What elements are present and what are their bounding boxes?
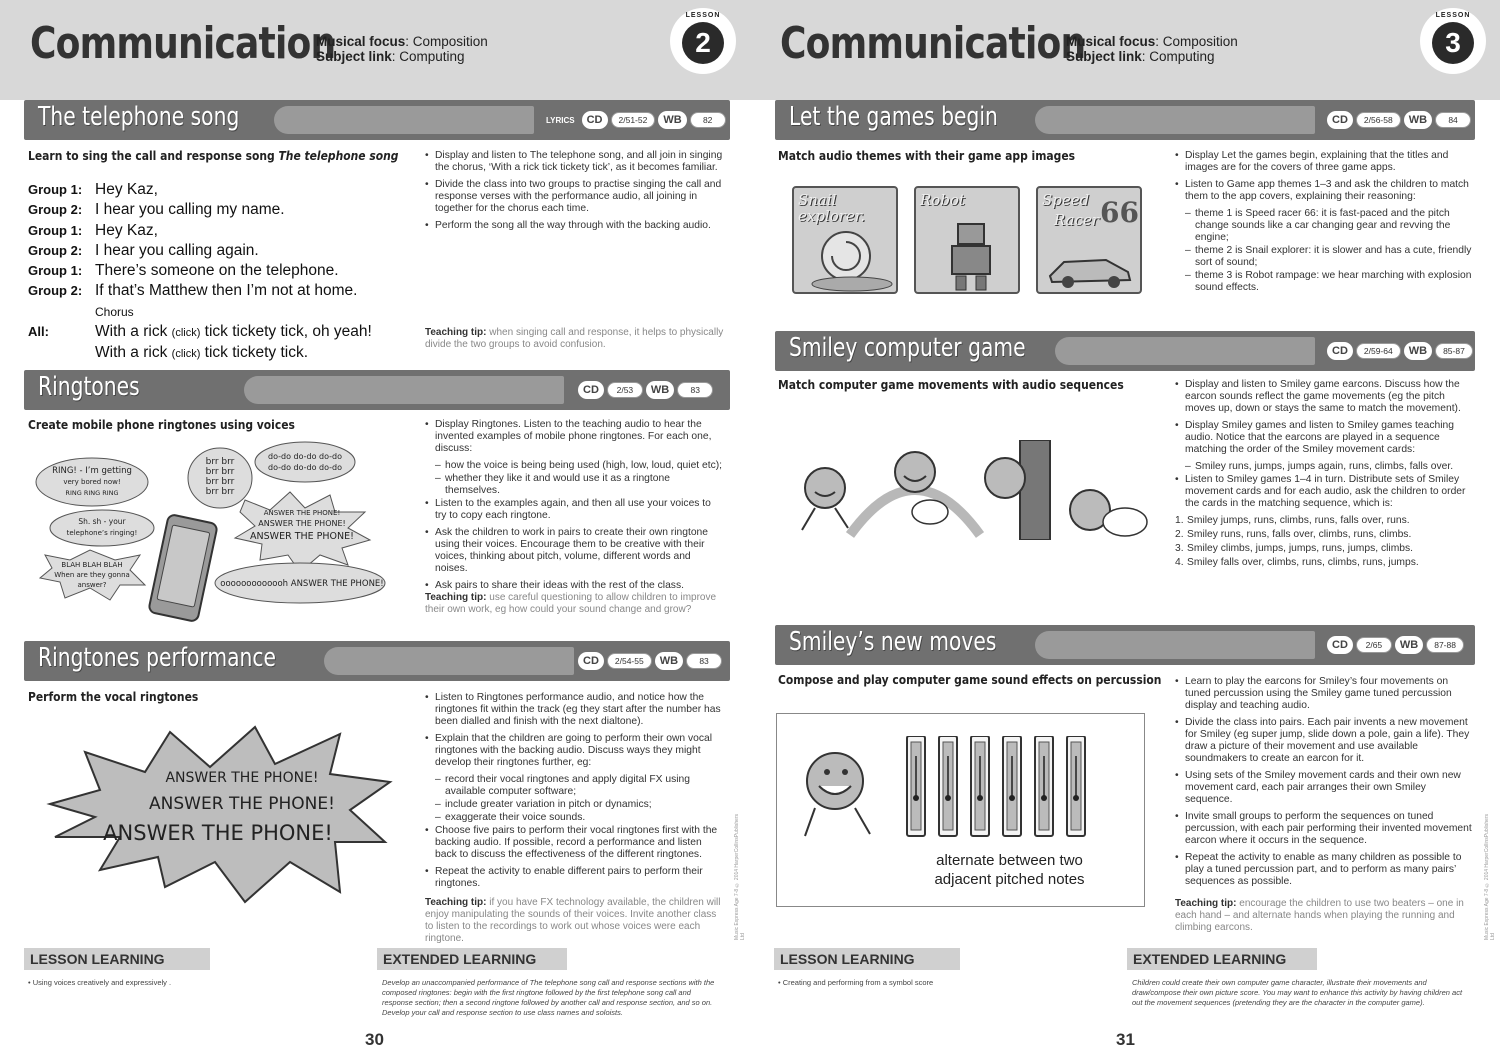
lyric-speaker: Group 1: (28, 263, 83, 279)
extended-learning-text: Develop an unaccompanied performance of The telephone song call and response sections with the composed ringtones: begin with the first ringtone followed by the first telephone song call and response section; then a second ringtone followed by another call and response section, and so on. Develop your call and response section to use class names and soloists. (382, 978, 715, 1017)
brush-splash (244, 376, 564, 404)
speech-burst-answer (235, 492, 370, 572)
resource-chips (1327, 341, 1473, 361)
lyric-line (28, 343, 372, 364)
tip-text: use careful questioning to allow children to improve their own work, eg how could your sound change and grow? (425, 592, 717, 615)
brush-splash (324, 647, 574, 675)
list-item: • Invite small groups to perform the sequences on tuned percussion, with each pair performing their invented movement earcon where it occurs in the sequence. (1175, 811, 1475, 847)
instructions-ringtones (425, 419, 725, 597)
lyric-text: tick tickety tick. (200, 344, 309, 362)
game-cover-racer (1036, 186, 1142, 294)
smiley-list (1175, 379, 1475, 569)
lyric-text: With a rick (95, 344, 172, 362)
link-value: : Computing (391, 49, 465, 64)
caption-line: adjacent pitched notes (934, 871, 1085, 888)
brush-splash (274, 106, 534, 134)
lyric-speaker: Group 1: (28, 222, 83, 238)
performance-list (425, 692, 725, 890)
wb-icon: WB (658, 111, 686, 129)
lesson-label: LESSON (1435, 12, 1471, 19)
list-item: • Repeat the activity to enable as many children as possible to play a tuned percussion part, and to perform as many pairs’ sequences as possible. (1175, 852, 1475, 888)
extended-learning-text: Children could create their own computer game character, illustrate their movements and draw/compose their own picture score. You may want to enhance this activity by having children act out the movement sequences (pretending they are the character in the computer game). (1132, 978, 1463, 1007)
lyric-text: Hey Kaz, (95, 221, 158, 239)
lyrics-tag: LYRICS (546, 115, 575, 125)
cd-icon: CD (578, 652, 604, 670)
beater-head (1041, 795, 1047, 801)
speech-bubble-blah (40, 550, 145, 600)
resource-chips (1327, 110, 1471, 130)
list-item: • Explain that the children are going to perform their own vocal ringtones with the backing audio. Discuss ways they might develop their ringtones further, eg: (425, 733, 725, 769)
list-item: • Choose five pairs to perform their vocal ringtones first with the backing audio. If possible, record a performance and listen back to discuss the effectiveness of the different ringtones. (425, 825, 725, 861)
lesson-learning-text: • Creating and performing from a symbol score (778, 978, 934, 987)
lesson-badge (670, 8, 736, 74)
list-item: 1. Smiley jumps, runs, climbs, runs, falls over, runs. (1175, 515, 1475, 527)
cd-track: 2/59-64 (1356, 343, 1401, 359)
click-note: (click) (171, 348, 201, 361)
lesson-learning-label: LESSON LEARNING (774, 948, 960, 970)
bubble-dodo-line: do-do do-do do-do (267, 463, 343, 472)
beater-head (1009, 795, 1015, 801)
list-item: • Ask the children to work in pairs to create their own ringtone using their voices. Encourage them to be creative with their voices, thinking about pitch, volume, different words and noises. (425, 527, 725, 575)
list-item: • Display Let the games begin, explaining that the titles and images are for the covers of three game apps. (1175, 150, 1475, 174)
click-note: (click) (171, 327, 201, 340)
list-item: • Listen to Smiley games 1–4 in turn. Distribute sets of Smiley movement cards and for each audio, ask the children to order the cards in the matching sequence, which is: (1175, 474, 1475, 510)
section-header-games (775, 100, 1475, 140)
lyric-speaker: Group 2: (28, 202, 83, 218)
percussion-card (776, 713, 1145, 907)
beater-head (1073, 795, 1079, 801)
race-car-icon (1044, 250, 1138, 290)
list-item: • Perform the song all the way through with the backing audio. (425, 220, 725, 232)
beater-head (945, 795, 951, 801)
list-item: • Display Ringtones. Listen to the teaching audio to hear the invented examples of mobile phone ringtones. For each one, discuss: (425, 419, 725, 455)
lesson-label: LESSON (685, 12, 721, 19)
list-item: – how the voice is being being used (high, low, loud, quiet etc); (425, 460, 725, 472)
lyric-speaker: Group 1: (28, 182, 83, 197)
smiley-falling-icon (1070, 490, 1147, 536)
wb-icon: WB (1404, 342, 1432, 360)
footer-learning (0, 948, 750, 1018)
game-cover-number: 66 (1100, 196, 1139, 229)
caption-line: alternate between two (936, 852, 1083, 869)
page-right (750, 0, 1500, 1061)
resource-chips (546, 110, 726, 130)
tip-label: Teaching tip: (425, 592, 487, 603)
lyric-line (28, 200, 372, 220)
list-item: – theme 1 is Speed racer 66: it is fast-paced and the pitch change sounds like a car changing gear and revving the engine; (1175, 208, 1475, 244)
bubble-brr-line: brr brr (205, 477, 235, 487)
bubble-ring-line1: RING! - I’m getting (52, 466, 132, 476)
snail-icon (804, 228, 894, 292)
burst-answer-mid: ANSWER THE PHONE! (258, 519, 346, 528)
lyric-text: I hear you calling my name. (95, 201, 285, 219)
list-item: – Smiley runs, jumps, jumps again, runs, climbs, falls over. (1175, 461, 1475, 473)
page-number: 30 (365, 1030, 384, 1049)
lyric-line (28, 261, 372, 281)
ringtones-illustration (30, 440, 390, 625)
game-cover-title: Snail explorer. (798, 191, 866, 225)
burst-text-mid: ANSWER THE PHONE! (149, 794, 335, 814)
page-title: Communication (780, 18, 1086, 69)
burst-answer-big: ANSWER THE PHONE! (250, 531, 354, 542)
wb-page: 85-87 (1435, 343, 1473, 359)
resource-chips (578, 380, 713, 400)
section-title: Let the games begin (789, 102, 998, 132)
instructions-performance (425, 692, 725, 895)
link-label: Subject link (1066, 49, 1142, 64)
game-cover-title: Robot (920, 191, 965, 209)
wb-icon: WB (1404, 111, 1432, 129)
list-item: – theme 2 is Snail explorer: it is slower and has a cute, friendly sort of sound; (1175, 245, 1475, 269)
instructions-telephone (425, 150, 725, 237)
lyric-text: I hear you calling again. (95, 241, 259, 259)
answer-burst-illustration (40, 712, 400, 912)
smiley-jumping-icon (850, 452, 980, 535)
burst-answer-small: ANSWER THE PHONE! (263, 509, 341, 517)
subhead-text: Learn to sing the call and response song (28, 148, 279, 163)
list-item: • Display and listen to The telephone song, and all join in singing the chorus, ‘With a rick tick tickety tick’, as it becomes familiar. (425, 150, 725, 174)
lesson-number: 2 (682, 22, 724, 64)
xylophone-illustration (795, 736, 1135, 846)
lyrics-block (28, 180, 372, 365)
section-subhead: Create mobile phone ringtones using voices (28, 417, 295, 432)
ringtones-list (425, 419, 725, 592)
lyric-line (28, 322, 372, 343)
lyric-text: There’s someone on the telephone. (95, 262, 339, 280)
tip-text: when singing call and response, it helps to physically divide the two groups to avoid confusion. (425, 327, 724, 350)
section-subhead (28, 148, 398, 163)
robot-icon (936, 218, 1006, 292)
wb-icon: WB (655, 652, 683, 670)
bubble-dodo-line: do-do do-do do-do (267, 452, 343, 461)
focus-value: : Composition (1155, 34, 1238, 49)
brush-splash (1035, 106, 1315, 134)
section-title: Ringtones (38, 372, 140, 402)
wb-icon: WB (646, 381, 674, 399)
teaching-tip (425, 327, 725, 351)
beater-head (913, 795, 919, 801)
tip-text: if you have FX technology available, the children will enjoy manipulating the sounds of their voices. Invite another class to listen to the recordings to work out whose voices were each ringtone. (425, 897, 721, 944)
footer-learning (750, 948, 1500, 1018)
bubble-brr-line: brr brr (205, 487, 235, 497)
game-cover-snail (792, 186, 898, 294)
copyright-credit: Music Express Age 7-8 © 2014 HarperCollinsPublishers Ltd (734, 813, 746, 940)
chorus-label: Chorus (95, 304, 134, 319)
list-item: • Using sets of the Smiley movement cards and their own new movement card, each pair arranges their own Smiley sequence. (1175, 770, 1475, 806)
section-title: Smiley computer game (789, 333, 1026, 363)
lyric-speaker: Group 2: (28, 283, 83, 299)
section-subhead: Match computer game movements with audio sequences (778, 377, 1124, 392)
wb-page: 87-88 (1426, 637, 1464, 653)
focus-label: Musical focus (316, 34, 406, 49)
tip-text: encourage the children to use two beaters – one in each hand – and alternate hands when playing the running and climbing earcons. (1175, 898, 1464, 933)
focus-value: : Composition (405, 34, 488, 49)
wb-page: 83 (677, 382, 713, 398)
lyric-speaker: All: (28, 324, 49, 340)
lyric-line (28, 241, 372, 261)
section-subhead: Compose and play computer game sound effects on percussion (778, 672, 1162, 687)
lyric-line (28, 180, 372, 200)
list-item: • Divide the class into pairs. Each pair invents a new movement for Smiley (eg super jump, slide down a pole, gain a life). They draw a picture of their movement and use available soundmakers to create an earcon for it. (1175, 717, 1475, 765)
lyric-speaker: Group 2: (28, 242, 83, 258)
list-item: • Display and listen to Smiley game earcons. Discuss how the earcon sounds reflect the game movements (eg the pitch moves up, down or stays the same to match the movement). (1175, 379, 1475, 415)
cd-icon: CD (1327, 111, 1353, 129)
lesson-learning-text: • Using voices creatively and expressively . (28, 978, 172, 987)
smiley-movements-illustration (780, 440, 1160, 540)
section-header-performance (24, 641, 730, 681)
speech-bubble-brr (188, 448, 252, 508)
list-item: • Learn to play the earcons for Smiley’s four movements on tuned percussion using the Smiley game tuned percussion display and teaching audio. (1175, 676, 1475, 712)
cd-track: 2/51-52 (611, 112, 656, 128)
cd-icon: CD (1327, 636, 1353, 654)
bubble-brr-line: brr brr (205, 467, 235, 477)
list-item: 3. Smiley climbs, jumps, jumps, runs, jumps, climbs. (1175, 543, 1475, 555)
list-item: – whether they like it and would use it as a ringtone themselves. (425, 473, 725, 497)
page-title: Communication (30, 18, 336, 69)
section-header-moves (775, 625, 1475, 665)
brush-splash (1055, 337, 1315, 365)
lyric-text: Hey Kaz, (95, 181, 158, 198)
lyric-line (28, 281, 372, 301)
burst-text-big: ANSWER THE PHONE! (103, 821, 333, 845)
chorus-line (28, 302, 372, 322)
teaching-tip (1175, 898, 1475, 934)
page-number: 31 (1116, 1030, 1135, 1049)
list-item: – exaggerate their voice sounds. (425, 812, 725, 824)
list-item: – record their vocal ringtones and apply digital FX using available computer software; (425, 774, 725, 798)
link-label: Subject link (316, 49, 392, 64)
lyric-text: With a rick (95, 323, 172, 341)
instructions-games (1175, 150, 1475, 295)
lesson-badge (1420, 8, 1486, 74)
smiley-running-icon (802, 468, 848, 530)
bubble-ring-line3: RING RING RING (65, 489, 119, 497)
section-header-telephone (24, 100, 730, 140)
smiley-icon (805, 753, 870, 836)
wb-page: 83 (686, 653, 722, 669)
wb-page: 82 (690, 112, 726, 128)
teaching-tip (425, 897, 725, 945)
speech-bubble-shh (50, 510, 154, 546)
tip-label: Teaching tip: (425, 897, 487, 908)
list-item: • Repeat the activity to enable different pairs to perform their ringtones. (425, 866, 725, 890)
list-item: • Ask pairs to share their ideas with the rest of the class. (425, 580, 725, 592)
cd-track: 2/65 (1356, 637, 1392, 653)
bubble-ring-line2: very bored now! (63, 478, 121, 486)
bubble-blah-line1: BLAH BLAH BLAH (61, 561, 123, 569)
moves-list (1175, 676, 1475, 888)
brush-splash (1035, 631, 1315, 659)
wb-page: 84 (1435, 112, 1471, 128)
speech-bubble-oooh (215, 563, 385, 603)
wb-icon: WB (1395, 636, 1423, 654)
game-cover-title: Speed (1042, 191, 1090, 209)
list-item: • Listen to Game app themes 1–3 and ask the children to match them to the app covers, explaining their reasoning: (1175, 179, 1475, 203)
section-header-smiley (775, 331, 1475, 371)
copyright-credit: Music Express Age 7-8 © 2014 HarperCollinsPublishers Ltd (1484, 813, 1496, 940)
section-header-ringtones (24, 370, 730, 410)
speech-bubble-ring (36, 458, 148, 506)
list-item: • Listen to the examples again, and then all use your voices to try to copy each ringtone. (425, 498, 725, 522)
alternate-note-caption (922, 851, 1097, 889)
bubble-blah-line2: When are they gonna (54, 571, 130, 579)
lesson-learning-label: LESSON LEARNING (24, 948, 210, 970)
section-subhead: Match audio themes with their game app images (778, 148, 1076, 163)
cd-icon: CD (578, 381, 604, 399)
extended-learning-label: EXTENDED LEARNING (1127, 948, 1317, 970)
burst-text-small: ANSWER THE PHONE! (165, 770, 319, 786)
extended-learning-label: EXTENDED LEARNING (377, 948, 567, 970)
resource-chips (578, 651, 722, 671)
lyric-line (28, 221, 372, 241)
list-item: • Listen to Ringtones performance audio, and notice how the ringtones fit within the track (eg they start after the number has been dialled and finish with the next dialtone). (425, 692, 725, 728)
lesson-number: 3 (1432, 22, 1474, 64)
bubble-blah-line3: answer? (77, 581, 107, 589)
bubble-shh-line2: telephone’s ringing! (66, 529, 138, 537)
game-cover-title: Racer (1054, 211, 1100, 229)
section-title: The telephone song (38, 102, 240, 132)
cd-track: 2/54-55 (607, 653, 652, 669)
list-item: – include greater variation in pitch or dynamics; (425, 799, 725, 811)
game-cover-robot (914, 186, 1020, 294)
bubble-brr-line: brr brr (205, 457, 235, 467)
subhead-song: The telephone song (278, 148, 399, 163)
section-title: Ringtones performance (38, 643, 277, 673)
section-subhead: Perform the vocal ringtones (28, 689, 199, 704)
instructions-moves (1175, 676, 1475, 893)
resource-chips (1327, 635, 1464, 655)
list-item: 2. Smiley runs, runs, falls over, climbs, runs, climbs. (1175, 529, 1475, 541)
cd-track: 2/53 (607, 382, 643, 398)
tip-label: Teaching tip: (425, 327, 487, 338)
lyric-text: If that’s Matthew then I’m not at home. (95, 282, 358, 300)
list-item: – theme 3 is Robot rampage: we hear marching with explosion sound effects. (1175, 270, 1475, 294)
focus-label: Musical focus (1066, 34, 1156, 49)
instructions-smiley (1175, 379, 1475, 571)
cd-icon: CD (1327, 342, 1353, 360)
smiley-climbing-icon (985, 440, 1050, 540)
bubble-shh-line1: Sh. sh - your (78, 517, 126, 526)
bubble-oooh-text: ooooooooooooh ANSWER THE PHONE! (220, 579, 384, 589)
tip-label: Teaching tip: (1175, 898, 1237, 909)
section-title: Smiley’s new moves (789, 627, 997, 657)
phone-icon (148, 514, 218, 622)
list-item: • Display Smiley games and listen to Smiley games teaching audio. Notice that the earcons are played in a sequence matching the order of the Smiley movement cards: (1175, 420, 1475, 456)
link-value: : Computing (1141, 49, 1215, 64)
teaching-tip (425, 592, 725, 616)
games-list (1175, 150, 1475, 294)
cd-track: 2/56-58 (1356, 112, 1401, 128)
beater-head (977, 795, 983, 801)
list-item: • Divide the class into two groups to practise singing the call and response verses with the performance audio, all joining in together for the chorus each time. (425, 179, 725, 215)
focus-block (316, 34, 488, 64)
list-item: 4. Smiley falls over, climbs, runs, climbs, runs, jumps. (1175, 557, 1475, 569)
speech-bubble-dodo (255, 442, 355, 482)
cd-icon: CD (582, 111, 608, 129)
lyric-text: tick tickety tick, oh yeah! (200, 323, 372, 341)
focus-block (1066, 34, 1238, 64)
xylophone-bars (907, 736, 1085, 836)
